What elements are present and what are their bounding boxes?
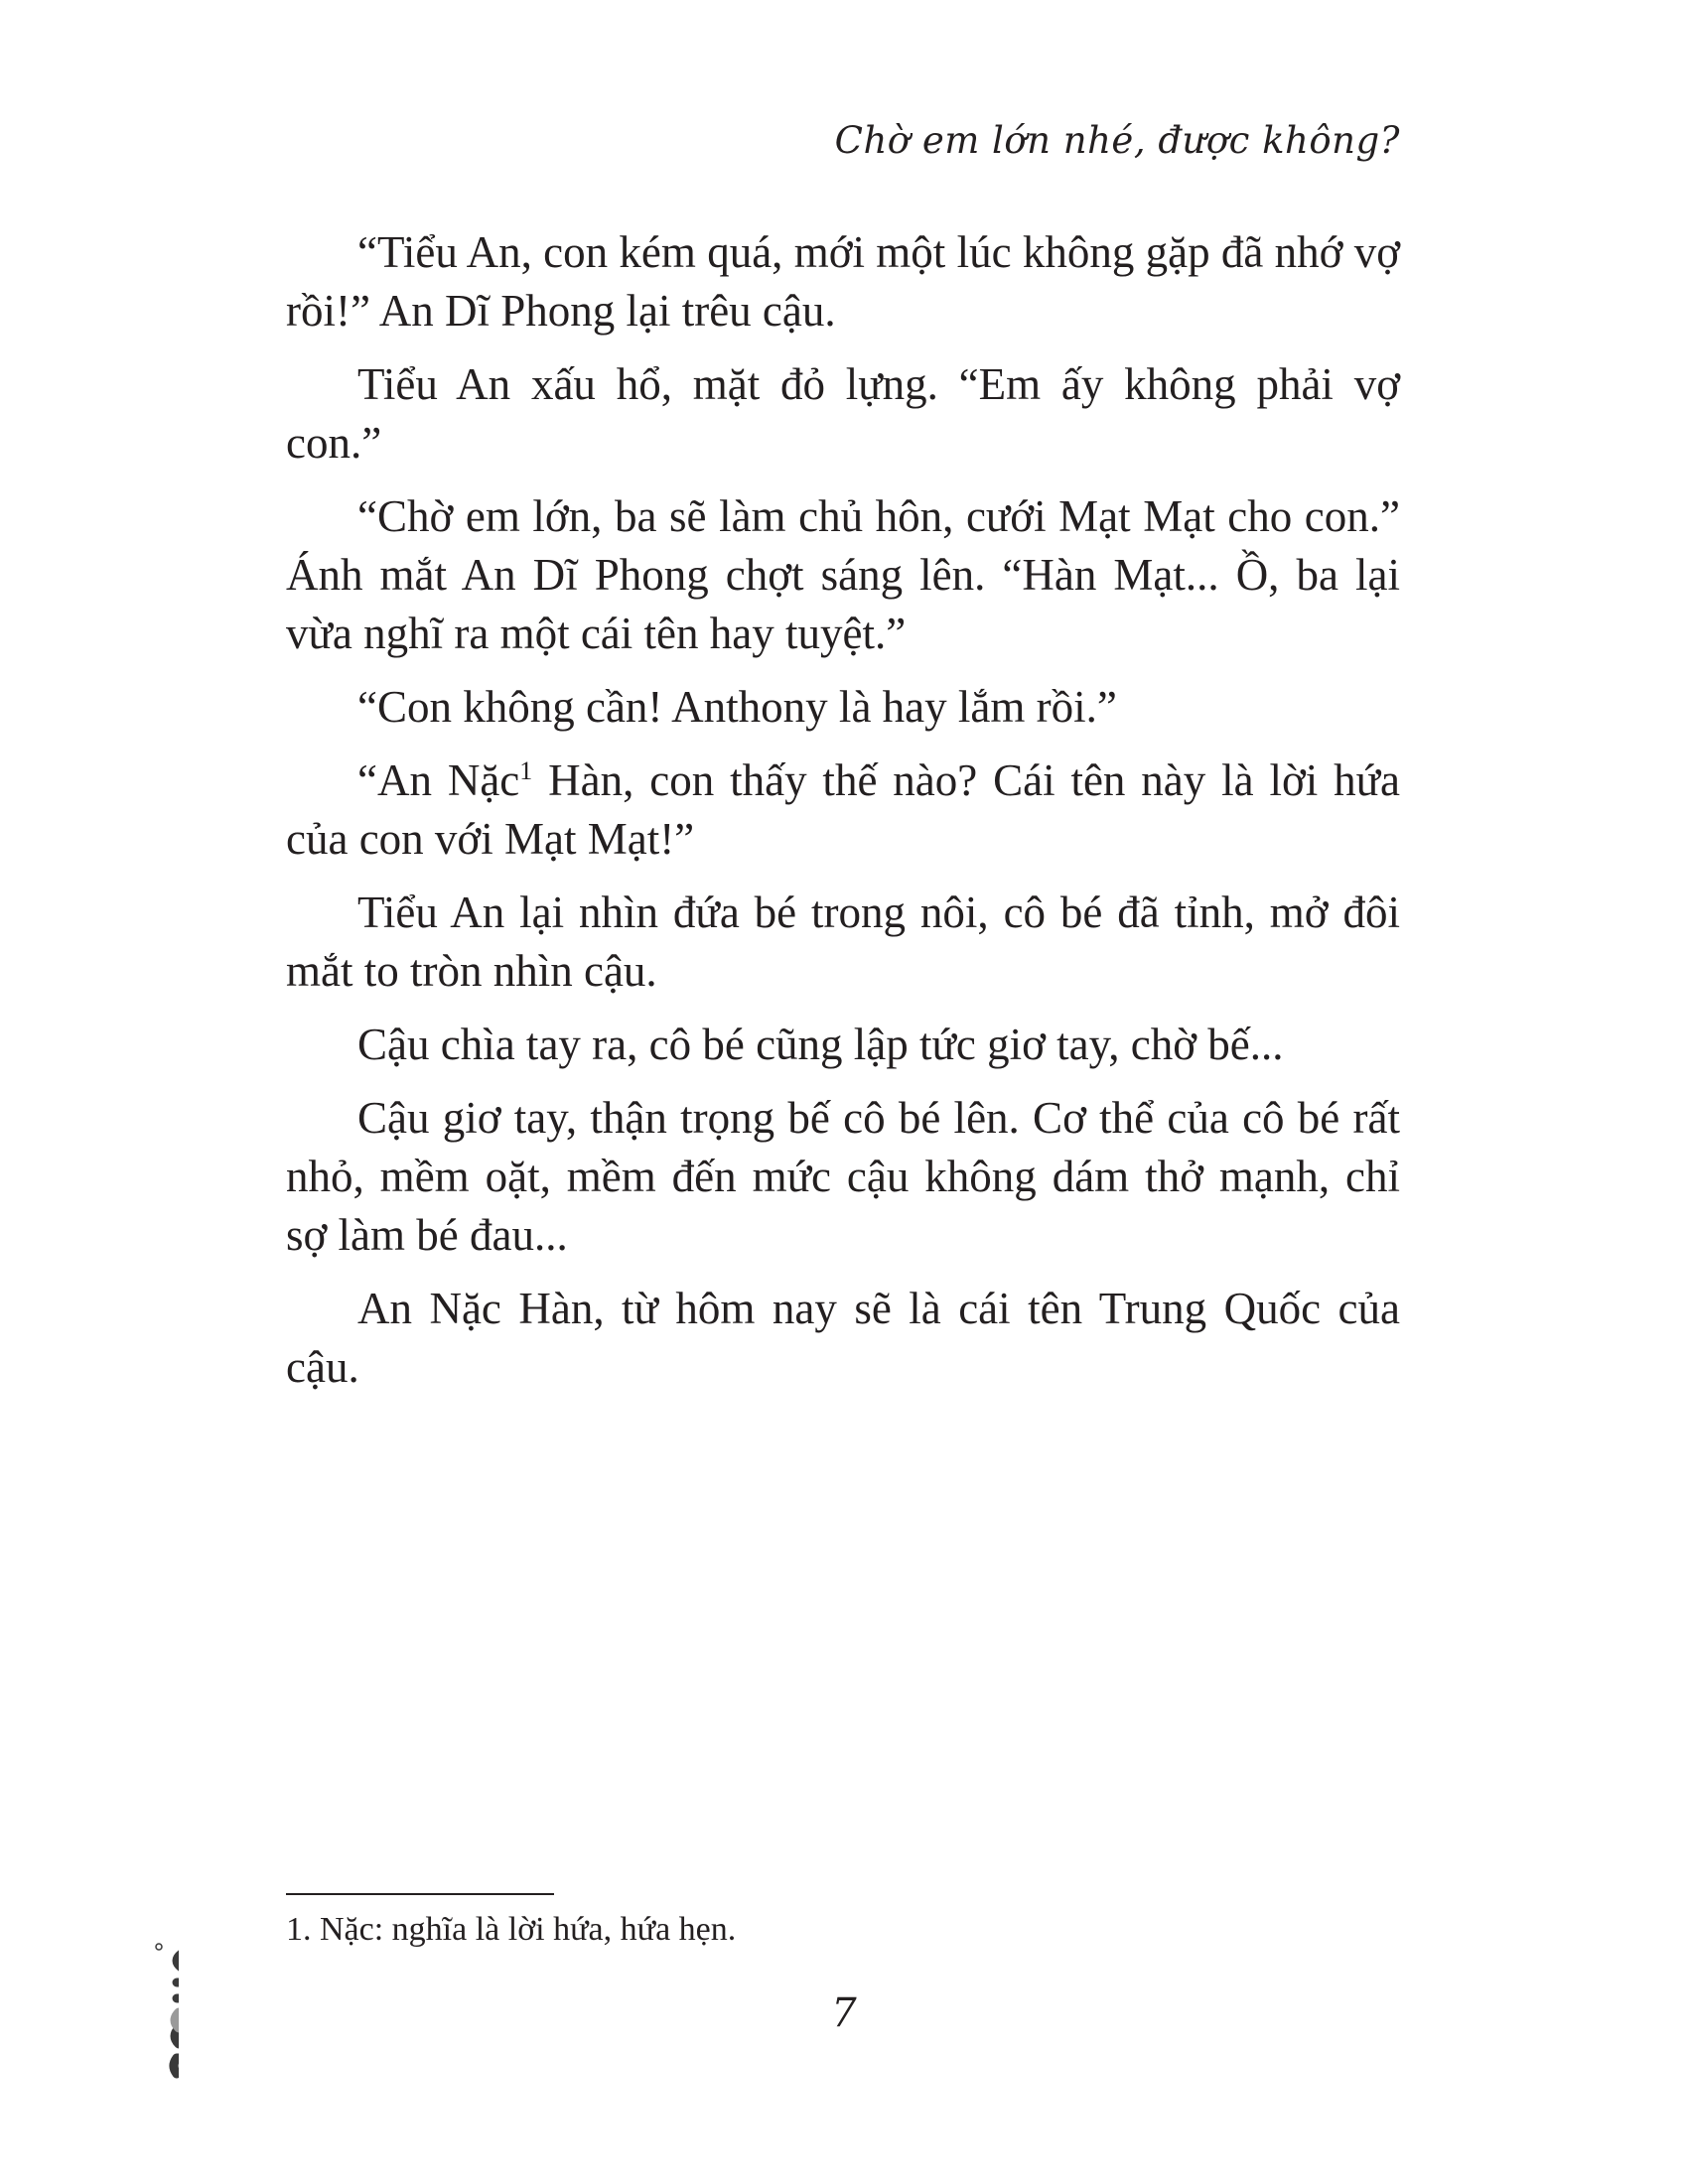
- paragraph-5: [286, 751, 1400, 869]
- running-header-book-title: Chờ em lớn nhé, được không?: [834, 119, 1400, 162]
- paragraph-7: Cậu chìa tay ra, cô bé cũng lập tức giơ tay, chờ bế...: [357, 1020, 1284, 1069]
- body-text: [286, 223, 1400, 1412]
- amun-logo-icon: [119, 1941, 179, 2080]
- footnote-marker: 1: [519, 756, 533, 785]
- paragraph-5-start: “An Nặc: [357, 755, 520, 805]
- paragraph-1: “Tiểu An, con kém quá, mới một lúc không gặp đã nhớ vợ rồi!” An Dĩ Phong lại trêu cậu.: [286, 227, 1400, 336]
- paragraph-9: An Nặc Hàn, từ hôm nay sẽ là cái tên Trung Quốc của cậu.: [286, 1284, 1400, 1392]
- paragraph-6: Tiểu An lại nhìn đứa bé trong nôi, cô bé đã tỉnh, mở đôi mắt to tròn nhìn cậu.: [286, 887, 1400, 996]
- paragraph-8: Cậu giơ tay, thận trọng bế cô bé lên. Cơ thể của cô bé rất nhỏ, mềm oặt, mềm đến mức cậu không dám thở mạnh, chỉ sợ làm bé đau...: [286, 1093, 1400, 1260]
- paragraph-3: “Chờ em lớn, ba sẽ làm chủ hôn, cưới Mạt Mạt cho con.” Ánh mắt An Dĩ Phong chợt sáng lên. “Hàn Mạt... Ồ, ba lại vừa nghĩ ra một cái tên hay tuyệt.”: [286, 491, 1400, 658]
- footnote-rule: [286, 1893, 554, 1895]
- paragraph-4: “Con không cần! Anthony là hay lắm rồi.”: [357, 682, 1117, 732]
- paragraph-5-rest: Hàn, con thấy thế nào? Cái tên này là lời hứa của con với Mạt Mạt!”: [286, 755, 1401, 864]
- footnote: 1. Nặc: nghĩa là lời hứa, hứa hẹn.: [286, 1911, 737, 1948]
- paragraph-2: Tiểu An xấu hổ, mặt đỏ lựng. “Em ấy không phải vợ con.”: [286, 359, 1400, 468]
- page-number: 7: [831, 1990, 857, 2036]
